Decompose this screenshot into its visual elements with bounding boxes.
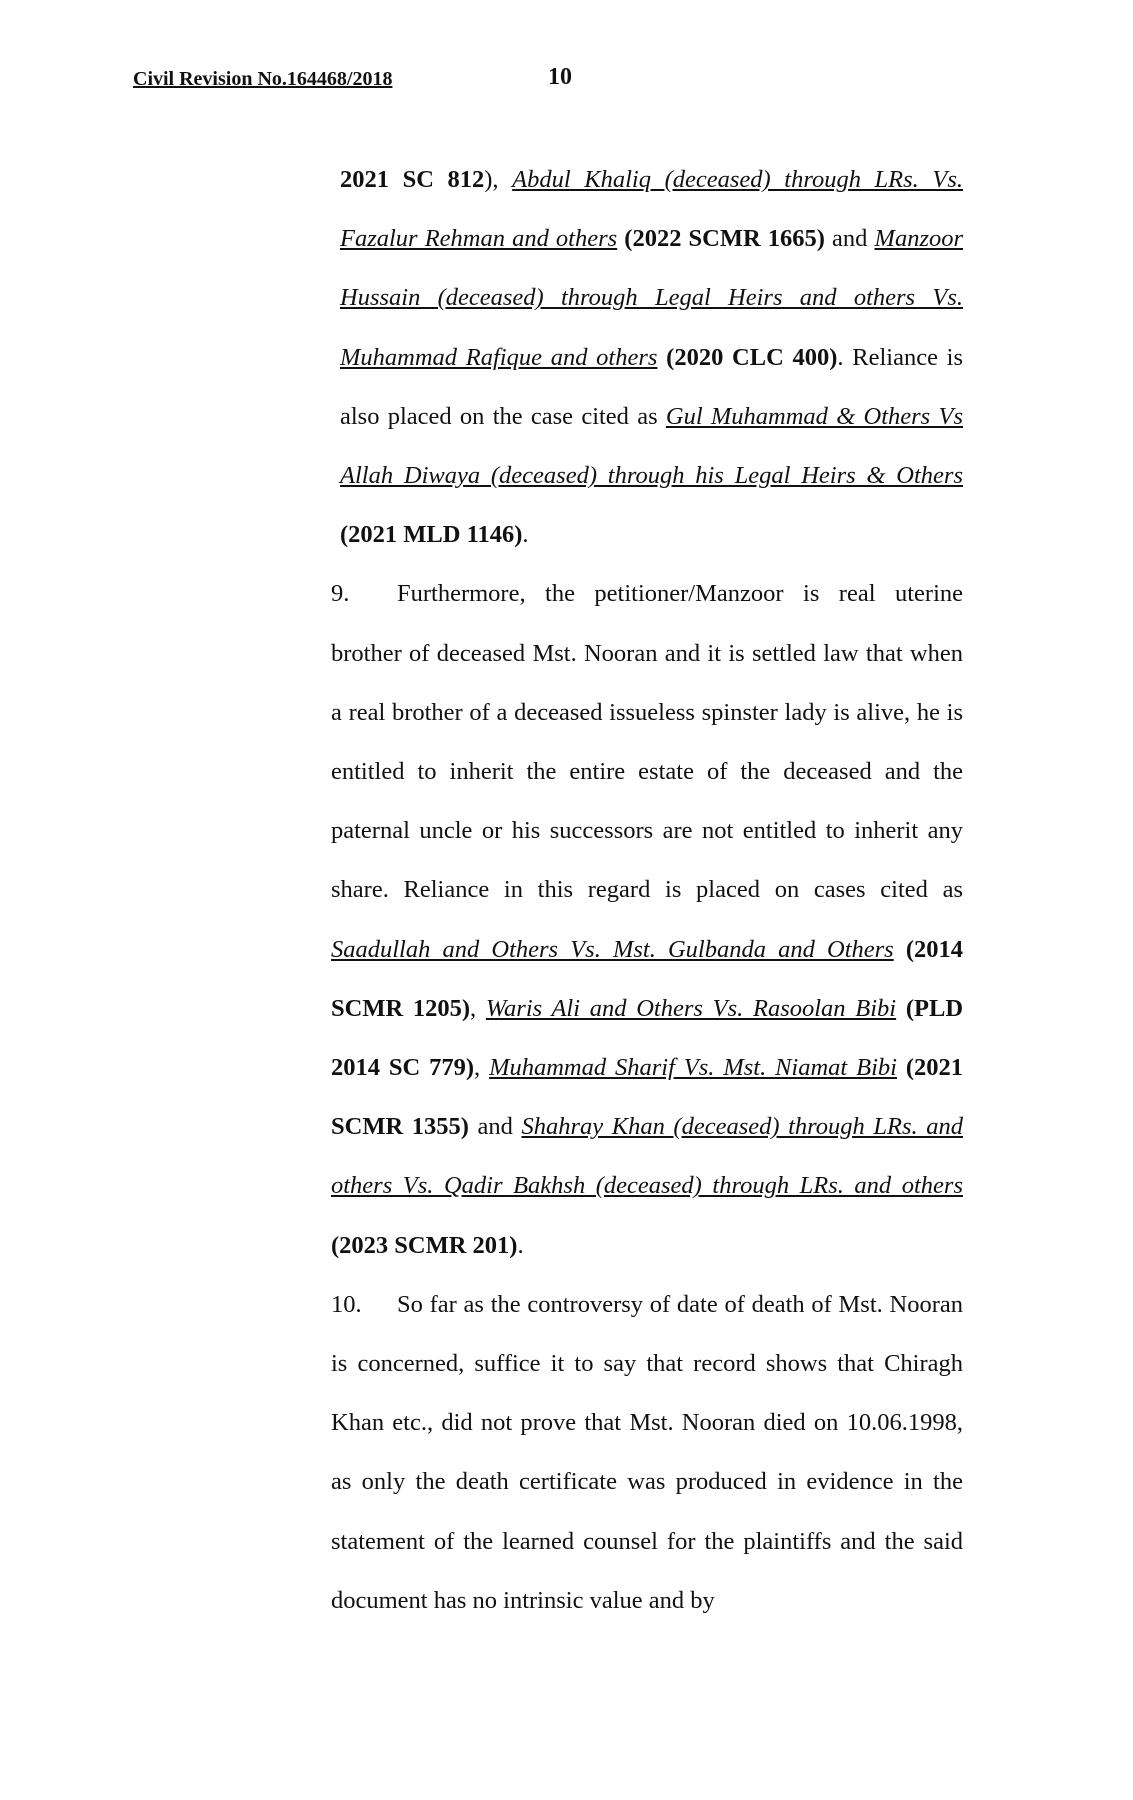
paragraph-text: So far as the controversy of date of death of Mst. Nooran is concerned, suffice it to say that record shows that Chiragh Khan etc., did not prove that Mst. Nooran died on 10.06.1998, as only the death certificate was produced in evidence in the statement of the learned counsel for the plaintiffs and the said document has no intrinsic value and by	[331, 1290, 963, 1614]
case-citation: Saadullah and Others Vs. Mst. Gulbanda and Others	[331, 935, 894, 963]
citation-reference: (PLD 2014 SC 779)	[331, 994, 964, 1082]
case-citation: Muhammad Sharif Vs. Mst. Niamat Bibi	[489, 1054, 897, 1082]
paragraph-text: .	[517, 1231, 524, 1259]
citation-reference: 2021 SC 812	[340, 166, 485, 193]
case-citation: Waris Ali and Others Vs. Rasoolan Bibi	[485, 994, 897, 1022]
paragraph-9	[331, 564, 963, 1274]
paragraph-text: and	[468, 1113, 522, 1141]
citation-reference: (2014 SCMR 1205)	[331, 935, 964, 1022]
case-citation: Gul Muhammad & Others Vs Allah Diwaya (deceased) through his Legal Heirs & Others	[340, 402, 963, 490]
page-number: 10	[548, 64, 572, 90]
paragraph-number: 9.	[331, 580, 350, 608]
case-citation: Shahray Khan (deceased) through LRs. and others Vs. Qadir Bakhsh (deceased) through LRs. and others	[331, 1113, 964, 1200]
paragraph-text: . Reliance is also placed on the case cited as	[340, 343, 964, 430]
paragraph-10	[331, 1275, 963, 1630]
citation-reference: (2020 CLC 400)	[666, 343, 838, 371]
citation-reference: (2023 SCMR 201)	[331, 1231, 518, 1259]
citation-reference: (2021 SCMR 1355)	[331, 1054, 964, 1141]
case-number: Civil Revision No.164468/2018	[133, 68, 393, 90]
citation-reference: (2021 MLD 1146)	[340, 521, 523, 549]
citation-reference: (2022 SCMR 1665)	[624, 225, 825, 253]
paragraph-text: .	[522, 521, 529, 549]
paragraph-text: ,	[474, 1054, 490, 1082]
case-citation: Abdul Khaliq (deceased) through LRs. Vs. Fazalur Rehman and others	[340, 166, 963, 253]
paragraph-text: and	[824, 225, 875, 253]
judgment-body	[331, 150, 963, 1630]
page-header	[133, 64, 833, 98]
paragraph-number: 10.	[331, 1290, 362, 1318]
paragraph-text: ),	[484, 166, 513, 193]
paragraph-text: Furthermore, the petitioner/Manzoor is real uterine brother of deceased Mst. Nooran and it is settled law that when a real brother of a deceased issueless spinster lady is alive, he is entitled to inherit the entire estate of the deceased and the paternal uncle or his successors are not entitled to inherit any share. Reliance in this regard is placed on cases cited as	[331, 580, 963, 904]
paragraph-text: ,	[470, 994, 486, 1022]
case-citation: Manzoor Hussain (deceased) through Legal Heirs and others Vs. Muhammad Rafique and others	[340, 225, 964, 371]
quoted-citations-paragraph	[331, 150, 963, 564]
